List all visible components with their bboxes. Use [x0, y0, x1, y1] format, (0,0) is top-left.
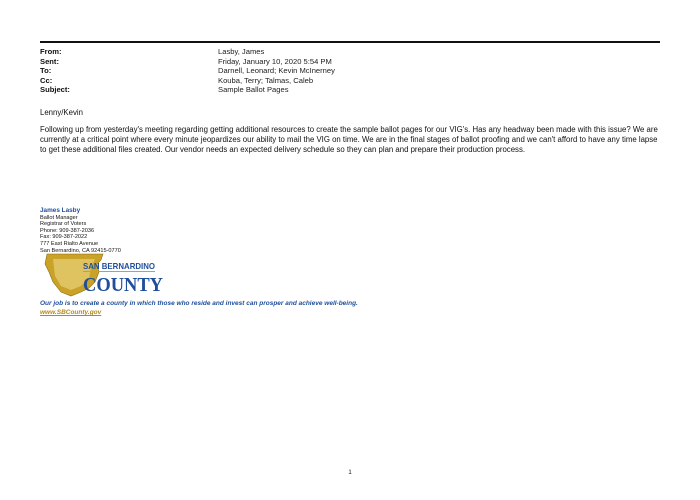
from-value: Lasby, James: [218, 47, 265, 56]
from-label: From:: [40, 47, 62, 56]
body-paragraph: Following up from yesterday's meeting regarding getting additional resources to create the sample ballot pages for our VIG's. Has any headway been made with this issue? We are currently at a critical point where every minute jeopardizes our ability to mail the VIG on time. We are in the final stages of ballot proofing and we can't afford to have any time lapse to get these additional files created. Our vendor needs an expected delivery schedule so they can plan and prepare their production process.: [40, 125, 658, 154]
signature-fax: Fax: 909-387-2022: [40, 234, 88, 241]
cc-row: [40, 76, 335, 86]
signature-block: [40, 208, 121, 254]
logo-line-2: COUNTY: [83, 274, 164, 296]
email-header: [40, 47, 335, 95]
signature-title: Ballot Manager: [40, 214, 78, 221]
website-link[interactable]: www.SBCounty.gov: [40, 309, 102, 316]
sent-row: [40, 57, 335, 67]
to-row: [40, 66, 335, 76]
greeting: Lenny/Kevin: [40, 108, 83, 117]
sent-value: Friday, January 10, 2020 5:54 PM: [218, 56, 332, 66]
county-logo: [41, 252, 191, 298]
subject-row: [40, 85, 335, 95]
to-value: Darnell, Leonard; Kevin McInerney: [218, 66, 335, 75]
signature-address-2: San Bernardino, CA 92415-0770: [40, 247, 121, 254]
cc-label: Cc:: [40, 75, 53, 85]
page-number: 1: [348, 470, 352, 476]
subject-label: Subject:: [40, 85, 70, 94]
sent-label: Sent:: [40, 56, 59, 66]
logo-line-1: SAN BERNARDINO: [83, 261, 156, 271]
header-rule: [40, 41, 660, 43]
tagline-text: Our job is to create a county in which those who reside and invest can prosper and achieve well-being.: [40, 300, 358, 307]
signature-address-1: 777 East Rialto Avenue: [40, 240, 99, 247]
to-label: To:: [40, 66, 52, 75]
email-body: [40, 108, 660, 155]
from-row: [40, 47, 335, 57]
signature-name: James Lasby: [40, 207, 81, 214]
subject-value: Sample Ballot Pages: [218, 85, 289, 94]
cc-value: Kouba, Terry; Talmas, Caleb: [218, 75, 314, 85]
signature-office: Registrar of Voters: [40, 221, 87, 228]
signature-phone: Phone: 909-387-2036: [40, 227, 95, 234]
tagline-block: [40, 299, 358, 317]
